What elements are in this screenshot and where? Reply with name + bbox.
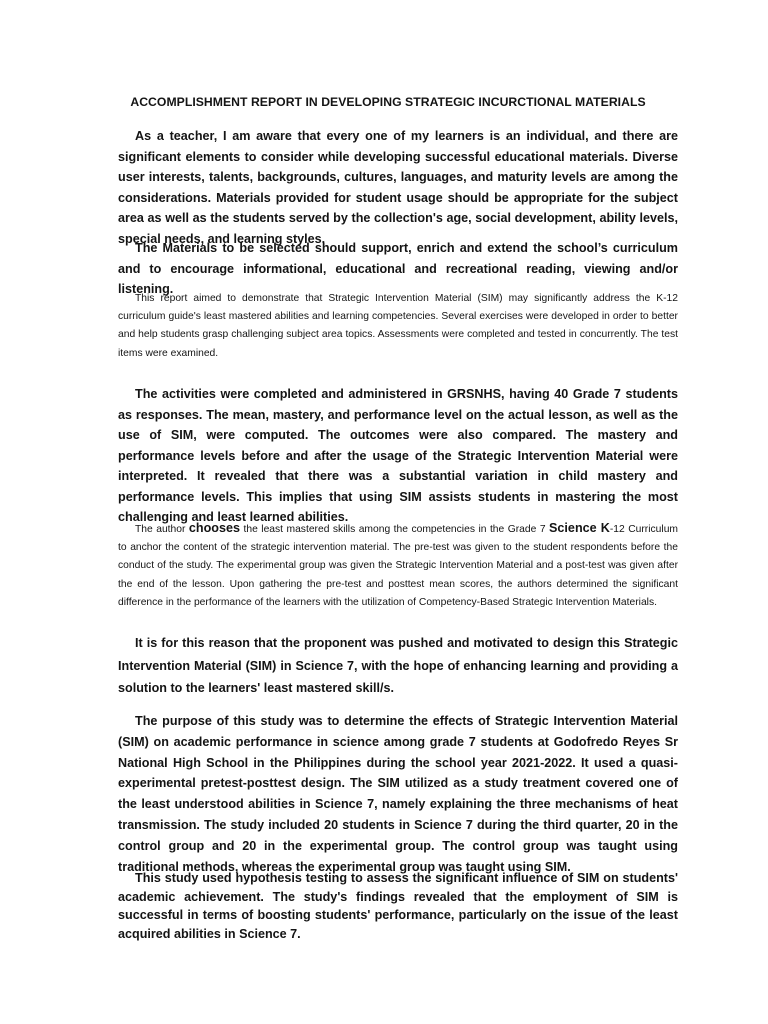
paragraph-teacher-awareness: As a teacher, I am aware that every one of my learners is an individual, and there are significant elements to consider while developing successful educational materials. Diverse user interests, talents, backgrounds, cultures, languages, and maturity levels are among the considerations. Materials provided for student usage should be appropriate for the subject area as well as the students served by the collection's age, social development, ability levels, special needs, and learning styles. [118,129,678,246]
paragraph-author-method-part2: the least mastered skills among the competencies in the Grade 7 [240,524,550,535]
paragraph-hypothesis-findings: This study used hypothesis testing to assess the significant influence of SIM on students' academic achievement. The study's findings revealed that the employment of SIM is successful in terms of boosting students' performance, particularly on the issue of the least acquired abilities in Science 7. [118,871,678,941]
paragraph-author-method-part1: The author [135,524,189,535]
word-k: K [596,521,610,535]
paragraph-author-method-part3: -12 Curriculum to anchor the content of the strategic intervention material. The pre-test was given to the student respondents before the conduct of the study. The experimental group was given the Strategic Intervention Material and a post-test was given after the end of the lesson. Upon gathering the pre-test and posttest mean scores, the authors determined the significant difference in the performance of the learners with the utilization of Competency-Based Strategic Intervention Materials. [118,524,678,608]
paragraph-author-method [118,519,678,612]
word-science: Science [549,521,597,535]
paragraph-study-purpose: The purpose of this study was to determine the effects of Strategic Intervention Material (SIM) on academic performance in science among grade 7 students at Godofredo Reyes Sr National High School in the Philippines during the school year 2021-2022. It used a quasi-experimental pretest-posttest design. The SIM utilized as a study treatment covered one of the least understood abilities in Science 7, namely explaining the three mechanisms of heat transmission. The study included 20 students in Science 7 during the third quarter, 20 in the control group and 20 in the experimental group. The control group was taught using traditional methods, whereas the experimental group was taught using SIM. [118,714,678,874]
paragraph-activities-results: The activities were completed and administered in GRSNHS, having 40 Grade 7 students as responses. The mean, mastery, and performance level on the actual lesson, as well as the use of SIM, were computed. The outcomes were also compared. The mastery and performance levels before and after the usage of the Strategic Intervention Material were interpreted. It revealed that there was a substantial variation in child mastery and performance levels. This implies that using SIM assists students in mastering the most challenging and least learned abilities. [118,387,678,524]
paragraph-materials-selection: The Materials to be selected should support, enrich and extend the school’s curriculum and to encourage informational, educational and recreational reading, viewing and/or listening. [118,241,678,296]
document-title: ACCOMPLISHMENT REPORT IN DEVELOPING STRATEGIC INCURCTIONAL MATERIALS [130,95,646,109]
paragraph-proponent-motivation: It is for this reason that the proponent was pushed and motivated to design this Strategic Intervention Material (SIM) in Science 7, with the hope of enhancing learning and providing a solution to the learners' least mastered skill/s. [118,636,678,695]
paragraph-report-aim: This report aimed to demonstrate that Strategic Intervention Material (SIM) may significantly address the K-12 curriculum guide's least mastered abilities and learning competencies. Several exercises were developed in order to better and help students grasp challenging subject area topics. Assessments were completed and tested in concurrently. The test items were examined. [118,293,678,359]
word-chooses: chooses [188,521,241,535]
